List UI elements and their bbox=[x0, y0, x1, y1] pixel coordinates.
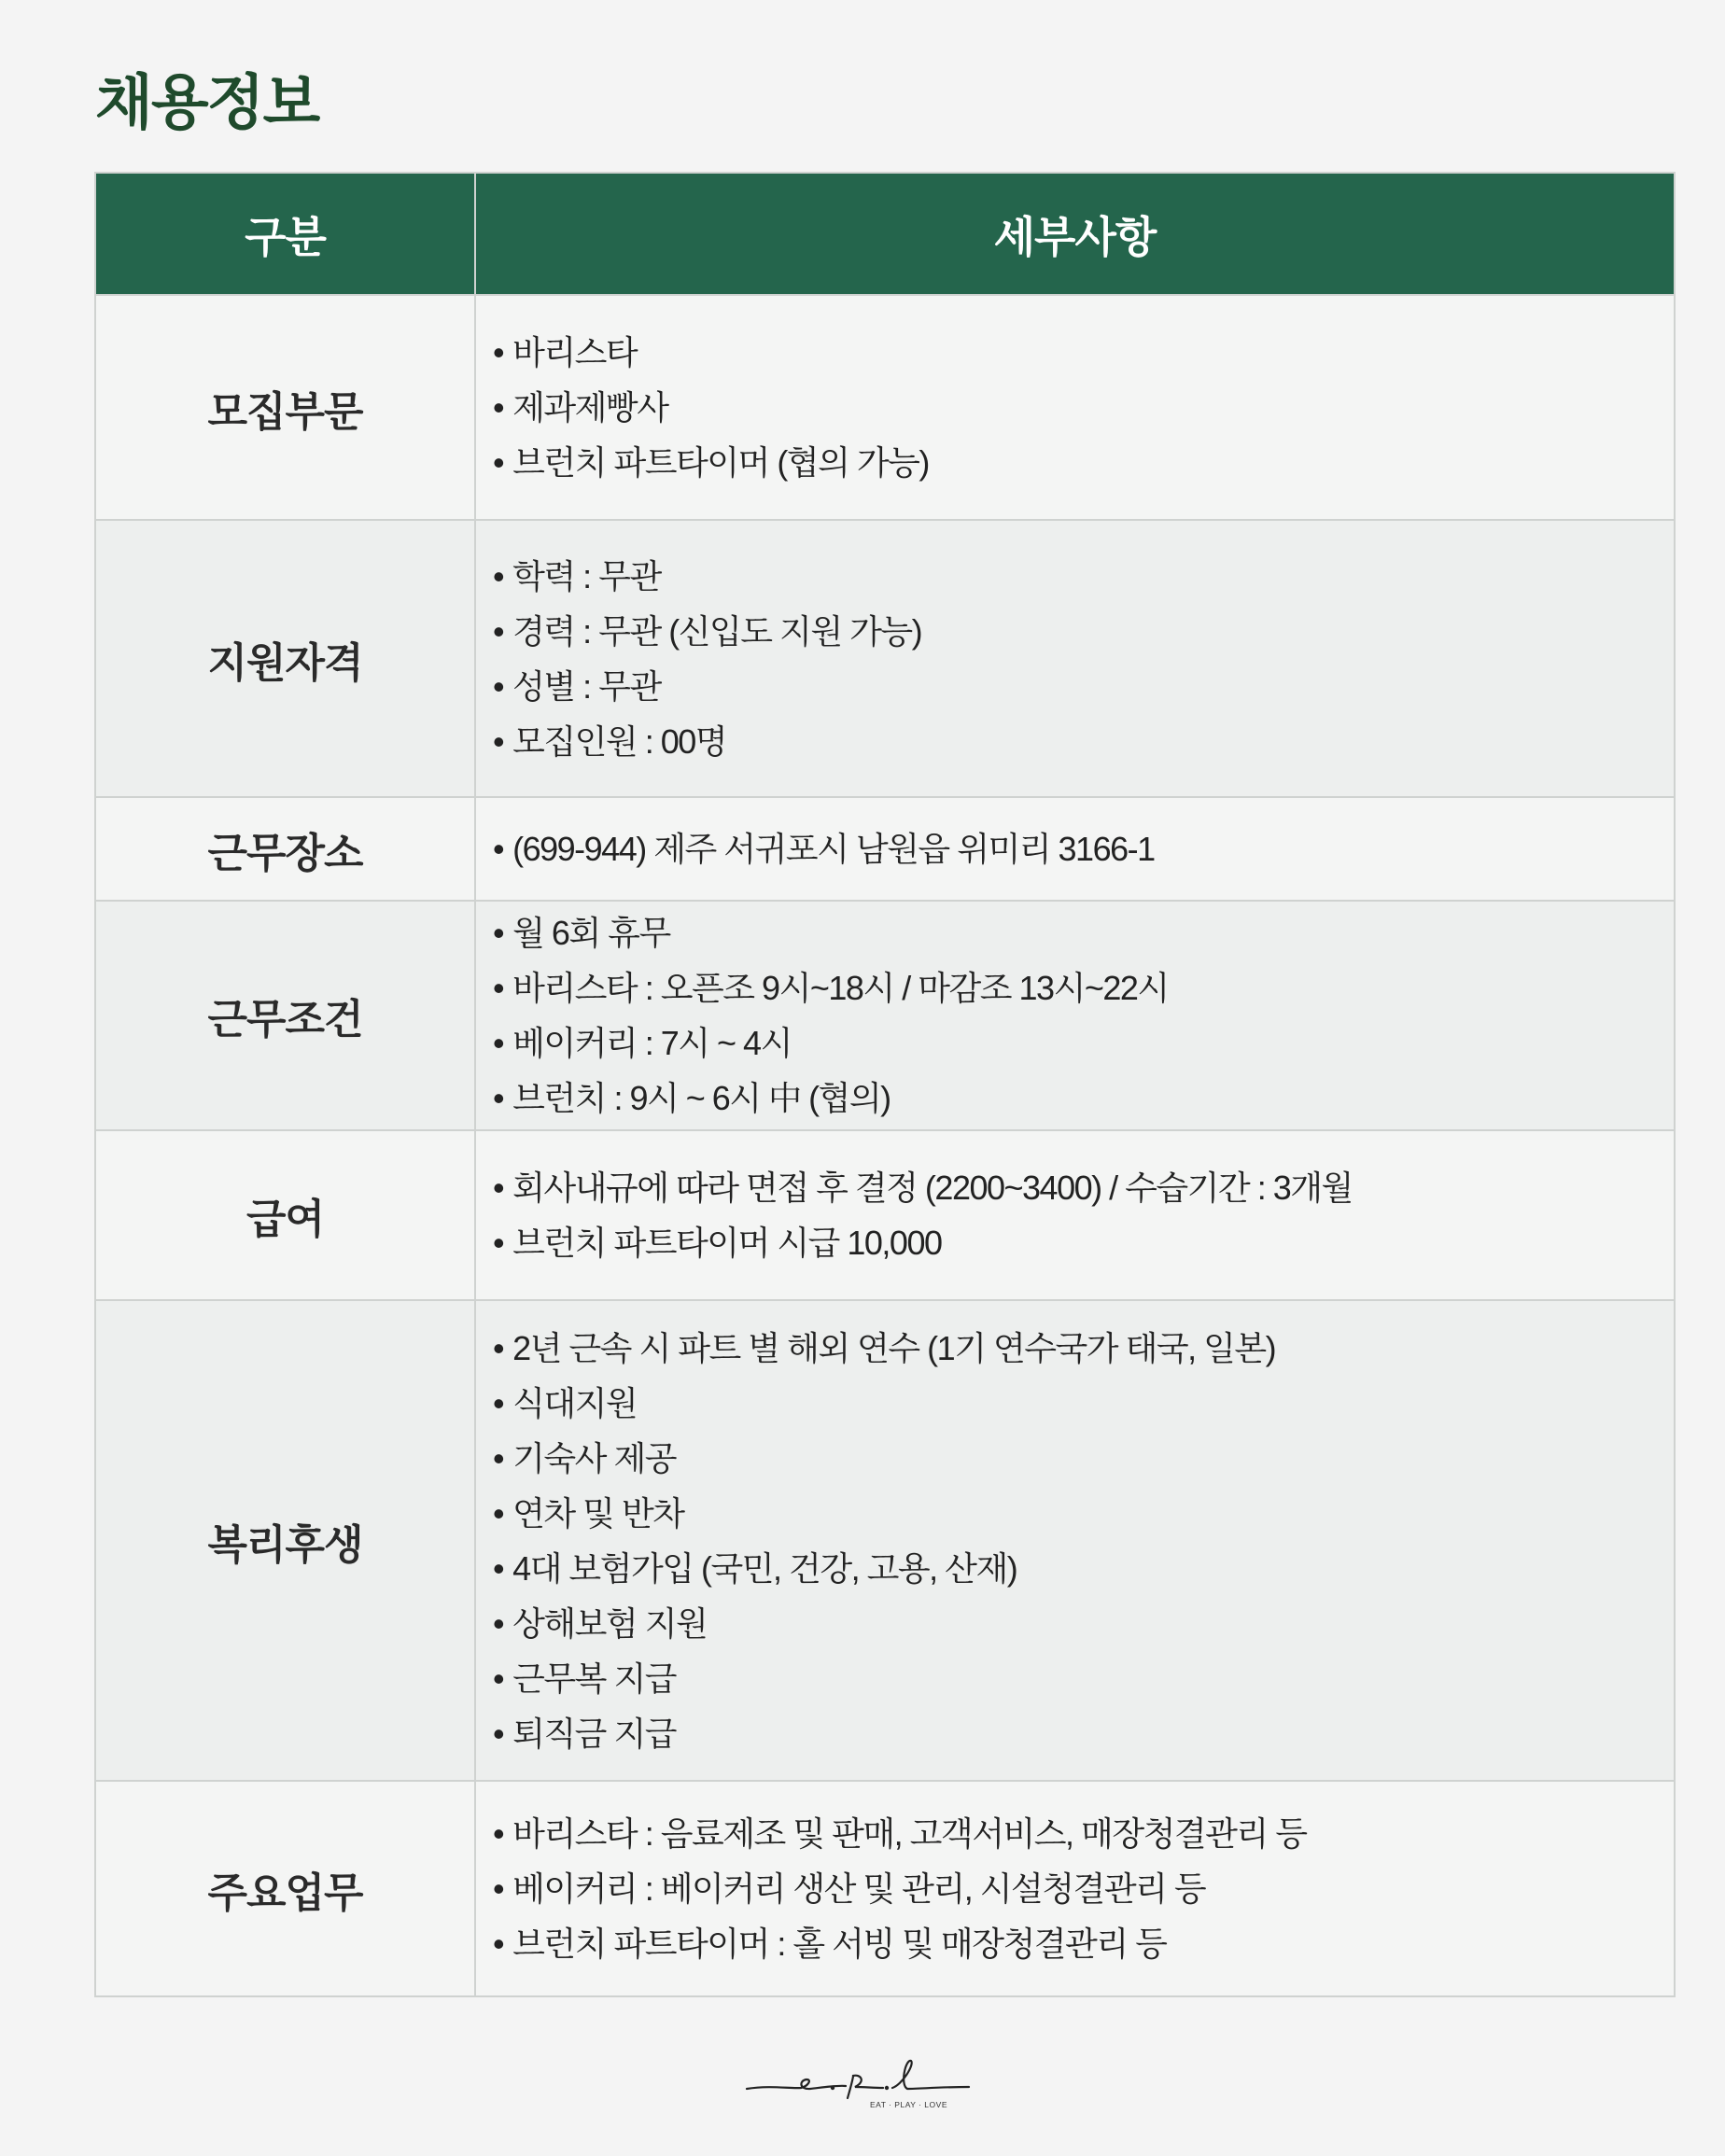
list-item: • 4대 보험가입 (국민, 건강, 고용, 산재) bbox=[493, 1541, 1674, 1596]
row-category: 복리후생 bbox=[95, 1300, 475, 1781]
list-item: • 바리스타 : 음료제조 및 판매, 고객서비스, 매장청결관리 등 bbox=[493, 1806, 1674, 1861]
list-item: • 브런치 파트타이머 : 홀 서빙 및 매장청결관리 등 bbox=[493, 1916, 1674, 1971]
table-header-row bbox=[95, 173, 1675, 295]
logo-p-stroke bbox=[848, 2076, 883, 2098]
detail-list bbox=[493, 1321, 1674, 1761]
detail-list bbox=[493, 549, 1674, 769]
table-row bbox=[95, 520, 1675, 797]
list-item: • 브런치 파트타이머 (협의 가능) bbox=[493, 435, 1674, 490]
header-details: 세부사항 bbox=[475, 173, 1675, 295]
row-details bbox=[475, 797, 1675, 901]
list-item: • 모집인원 : 00명 bbox=[493, 714, 1674, 769]
list-item: • 회사내규에 따라 면접 후 결정 (2200~3400) / 수습기간 : 3개월 bbox=[493, 1160, 1674, 1215]
detail-list bbox=[493, 905, 1674, 1126]
row-details bbox=[475, 1130, 1675, 1300]
logo-dot-2 bbox=[885, 2086, 889, 2090]
detail-list bbox=[493, 325, 1674, 490]
row-category: 근무장소 bbox=[95, 797, 475, 901]
row-category: 주요업무 bbox=[95, 1781, 475, 1996]
row-category: 모집부문 bbox=[95, 295, 475, 520]
recruitment-info-table bbox=[94, 172, 1676, 1997]
logo-tagline: EAT · PLAY · LOVE bbox=[870, 2100, 947, 2109]
list-item: • 바리스타 : 오픈조 9시~18시 / 마감조 13시~22시 bbox=[493, 960, 1674, 1015]
table-row bbox=[95, 901, 1675, 1130]
table-row bbox=[95, 1781, 1675, 1996]
row-category: 근무조건 bbox=[95, 901, 475, 1130]
list-item: • 바리스타 bbox=[493, 325, 1674, 380]
epl-logo bbox=[743, 2057, 976, 2122]
list-item: • 제과제빵사 bbox=[493, 380, 1674, 435]
logo-l-stroke bbox=[892, 2061, 969, 2089]
list-item: • 브런치 파트타이머 시급 10,000 bbox=[493, 1215, 1674, 1270]
detail-list bbox=[493, 821, 1674, 876]
table-row bbox=[95, 1300, 1675, 1781]
list-item: • 연차 및 반차 bbox=[493, 1486, 1674, 1541]
list-item: • 경력 : 무관 (신입도 지원 가능) bbox=[493, 604, 1674, 659]
header-category: 구분 bbox=[95, 173, 475, 295]
page-title: 채용정보 bbox=[95, 69, 319, 136]
list-item: • 퇴직금 지급 bbox=[493, 1706, 1674, 1761]
row-details bbox=[475, 520, 1675, 797]
table-body bbox=[95, 295, 1675, 1996]
table-row bbox=[95, 295, 1675, 520]
list-item: • 2년 근속 시 파트 별 해외 연수 (1기 연수국가 태국, 일본) bbox=[493, 1321, 1674, 1376]
logo-dot-1 bbox=[831, 2086, 834, 2090]
table-row bbox=[95, 1130, 1675, 1300]
detail-list bbox=[493, 1806, 1674, 1971]
row-category: 지원자격 bbox=[95, 520, 475, 797]
list-item: • 성별 : 무관 bbox=[493, 659, 1674, 714]
list-item: • 브런치 : 9시 ~ 6시 中 (협의) bbox=[493, 1071, 1674, 1126]
row-details bbox=[475, 901, 1675, 1130]
list-item: • 베이커리 : 7시 ~ 4시 bbox=[493, 1015, 1674, 1071]
list-item: • 베이커리 : 베이커리 생산 및 관리, 시설청결관리 등 bbox=[493, 1861, 1674, 1916]
row-category: 급여 bbox=[95, 1130, 475, 1300]
table-row bbox=[95, 797, 1675, 901]
row-details bbox=[475, 1781, 1675, 1996]
detail-list bbox=[493, 1160, 1674, 1270]
list-item: • (699-944) 제주 서귀포시 남원읍 위미리 3166-1 bbox=[493, 821, 1674, 876]
list-item: • 근무복 지급 bbox=[493, 1651, 1674, 1706]
row-details bbox=[475, 1300, 1675, 1781]
list-item: • 학력 : 무관 bbox=[493, 549, 1674, 604]
list-item: • 식대지원 bbox=[493, 1376, 1674, 1431]
list-item: • 월 6회 휴무 bbox=[493, 905, 1674, 960]
list-item: • 기숙사 제공 bbox=[493, 1431, 1674, 1486]
row-details bbox=[475, 295, 1675, 520]
list-item: • 상해보험 지원 bbox=[493, 1596, 1674, 1651]
